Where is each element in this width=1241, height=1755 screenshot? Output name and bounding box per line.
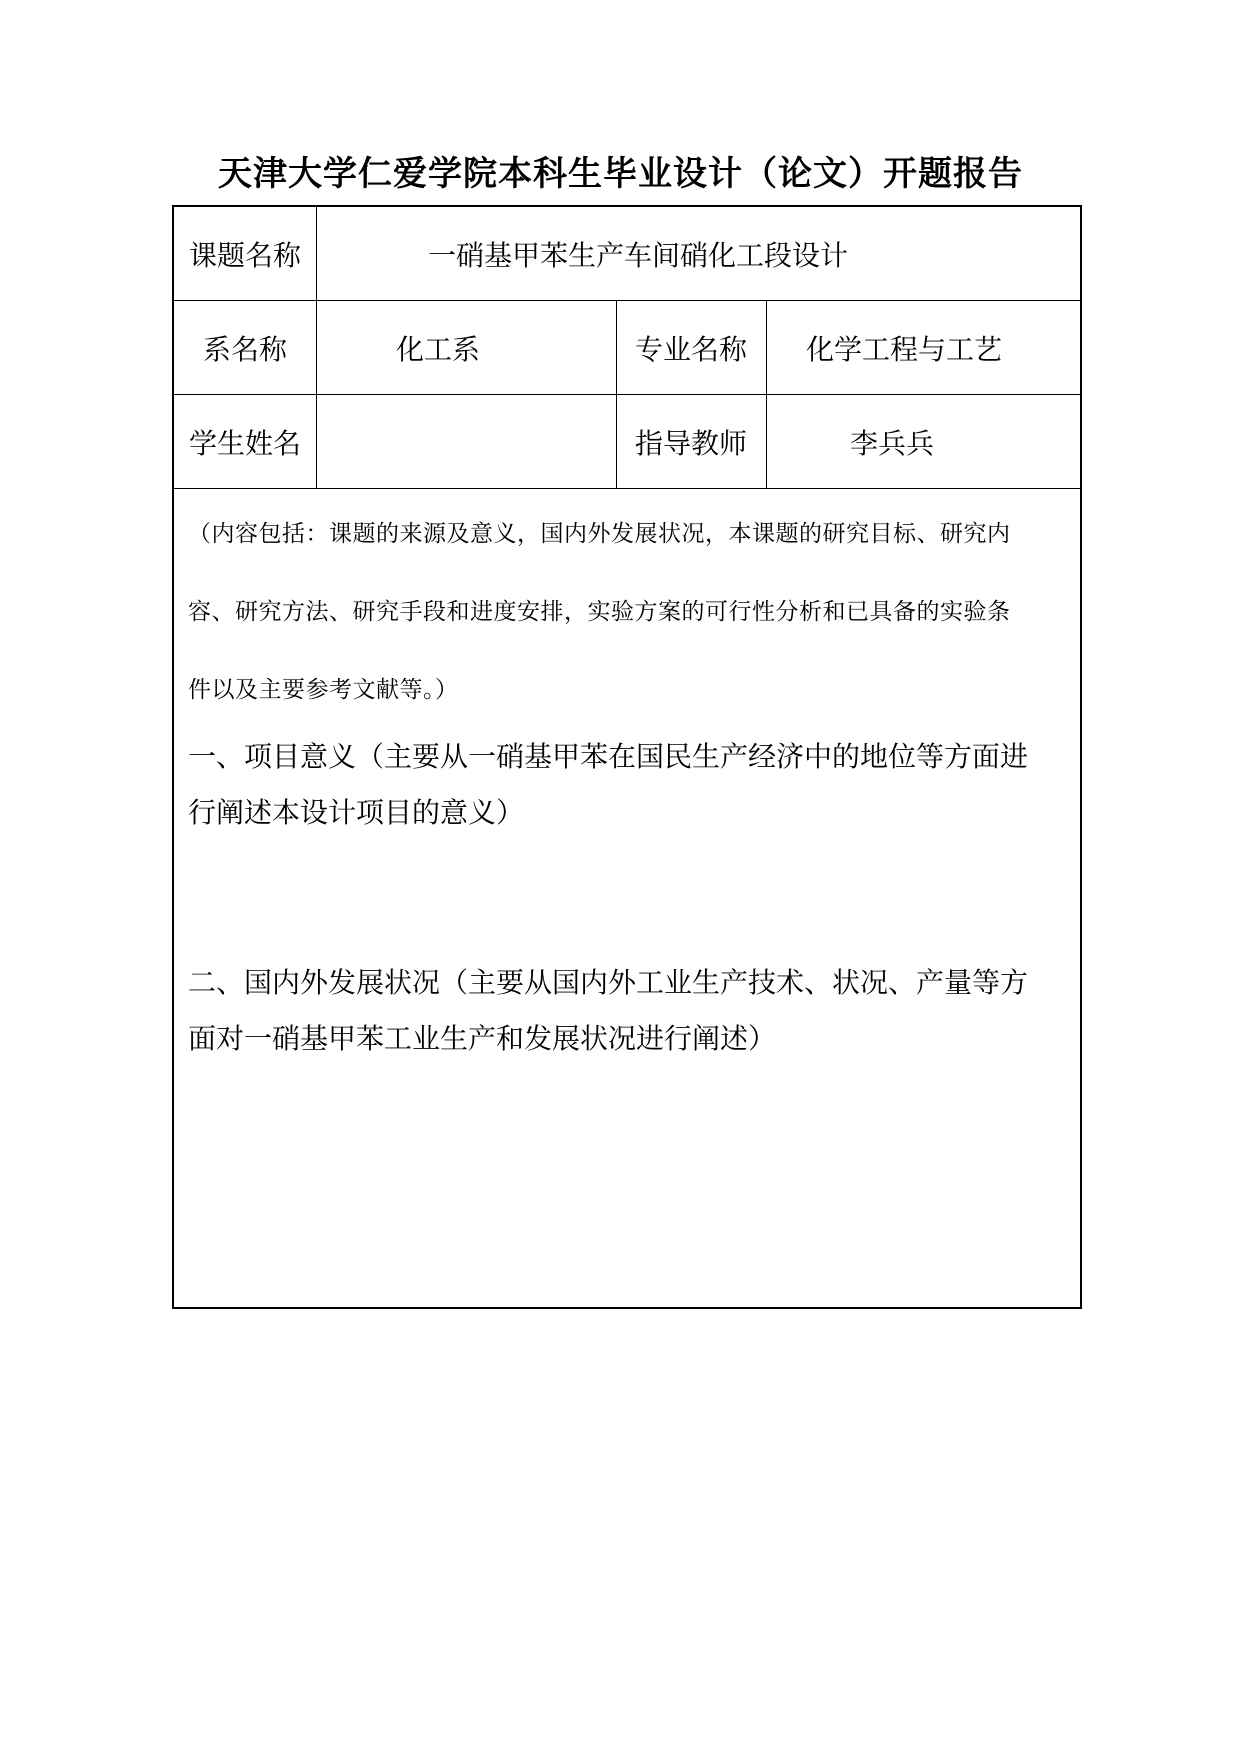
instruction-line: 件以及主要参考文献等。） <box>188 677 459 703</box>
section-heading-line: 一、项目意义（主要从一硝基甲苯在国民生产经济中的地位等方面进 <box>188 740 1029 773</box>
student-value <box>316 395 616 489</box>
report-form-table <box>172 205 1082 1309</box>
topic-label: 课题名称 <box>188 239 301 272</box>
instruction-line: （内容包括：课题的来源及意义，国内外发展状况，本课题的研究目标、研究内 <box>188 521 1011 547</box>
section-heading-line: 二、国内外发展状况（主要从国内外工业生产技术、状况、产量等方 <box>188 966 1029 999</box>
department-value: 化工系 <box>396 333 481 366</box>
section-development-status <box>188 955 1068 1067</box>
department-label: 系名称 <box>202 333 287 366</box>
section-heading-line: 面对一硝基甲苯工业生产和发展状况进行阐述） <box>188 1022 777 1055</box>
topic-value: 一硝基甲苯生产车间硝化工段设计 <box>428 239 849 272</box>
section-heading-line: 行阐述本设计项目的意义） <box>188 796 525 829</box>
major-label: 专业名称 <box>634 333 747 366</box>
major-value: 化学工程与工艺 <box>806 333 1003 366</box>
advisor-label: 指导教师 <box>634 427 747 460</box>
report-content <box>188 495 1068 1067</box>
student-label: 学生姓名 <box>188 427 301 460</box>
section-project-significance <box>188 729 1068 841</box>
advisor-value: 李兵兵 <box>850 427 935 460</box>
instruction-line: 容、研究方法、研究手段和进度安排，实验方案的可行性分析和已具备的实验条 <box>188 599 1011 625</box>
page-title: 天津大学仁爱学院本科生毕业设计（论文）开题报告 <box>218 154 1023 194</box>
